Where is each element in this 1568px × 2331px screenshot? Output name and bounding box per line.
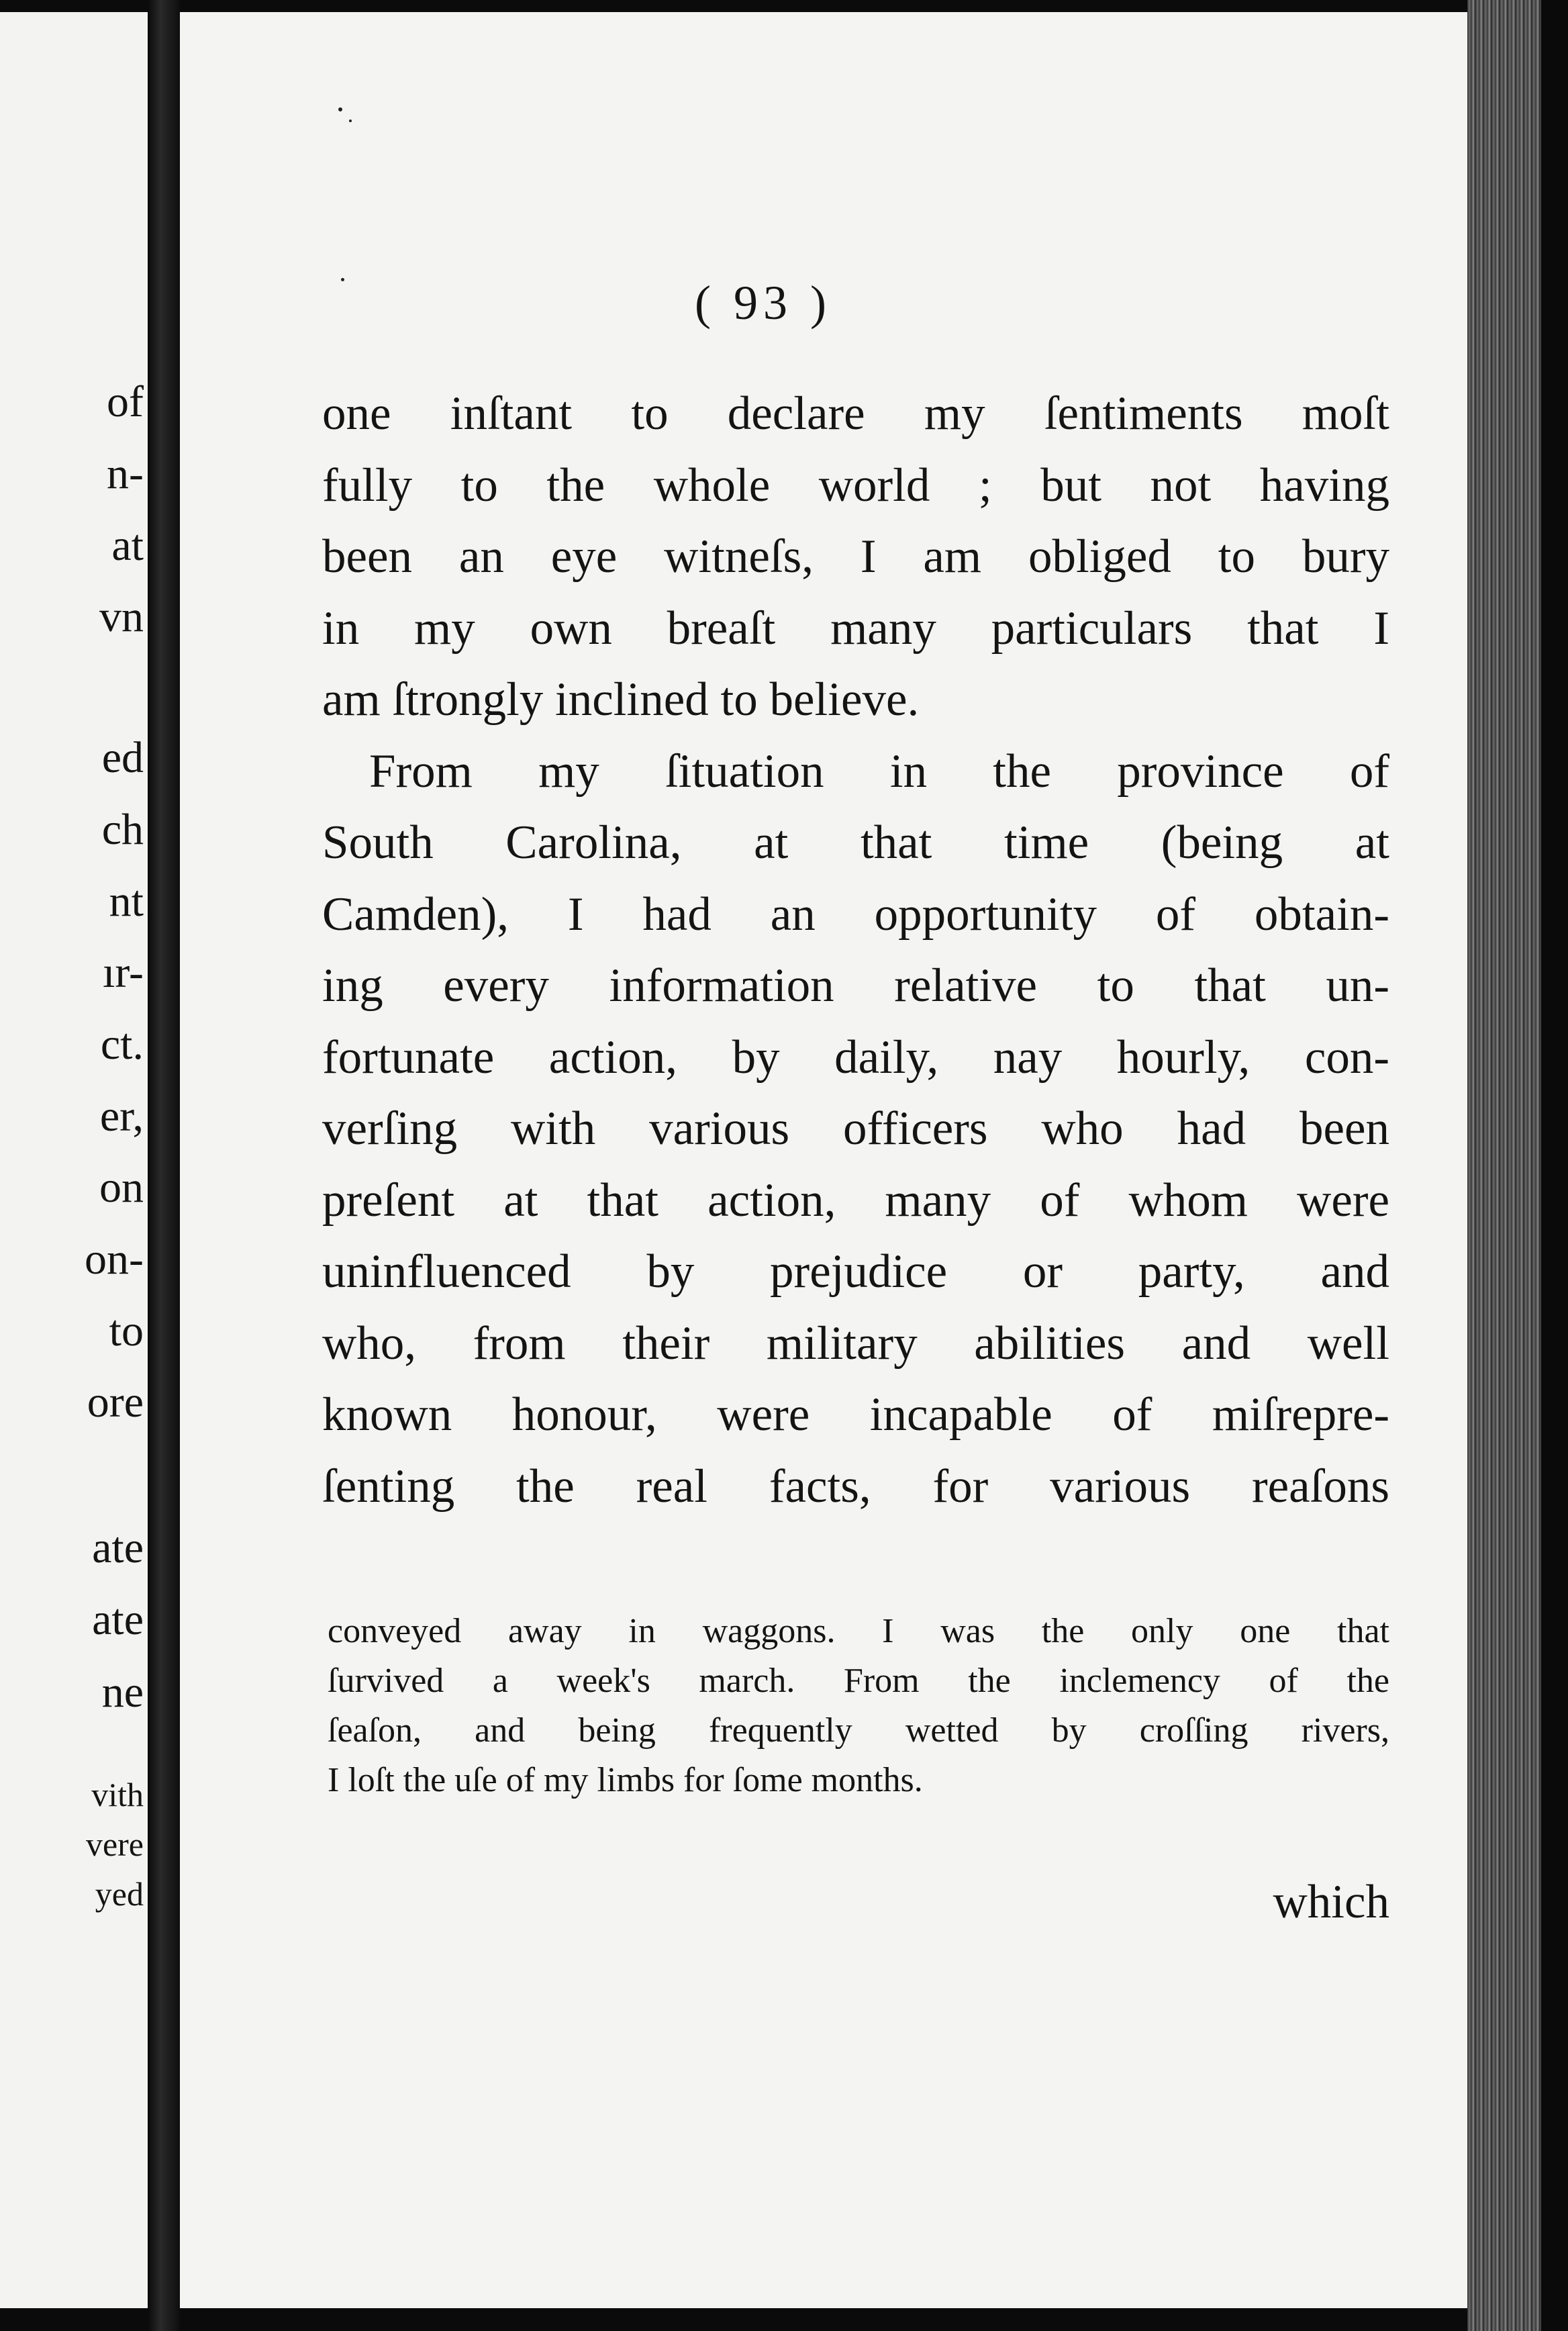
facing-page-fragment: on <box>99 1163 144 1212</box>
text-line: preſent at that action, many of whom were <box>322 1174 1389 1227</box>
text-line: am ſtrongly inclined to believe. <box>322 673 920 726</box>
text-line: in my own breaſt many particulars that I <box>322 602 1389 655</box>
facing-page-fragment: er, <box>99 1092 144 1141</box>
page-block-shadow <box>1541 0 1568 2331</box>
facing-page-fragment: ate <box>92 1523 144 1572</box>
page-block-edge <box>1467 0 1568 2331</box>
footnote-line: ſeaſon, and being frequently wetted by croſſing rivers, <box>328 1711 1389 1750</box>
body-text <box>322 378 1389 1522</box>
footnote-line: ſurvived a week's march. From the inclemency of the <box>328 1662 1389 1700</box>
main-page <box>180 12 1467 2308</box>
ink-speck <box>338 107 342 111</box>
book-gutter <box>148 0 180 2331</box>
text-line: fortunate action, by daily, nay hourly, con- <box>322 1031 1389 1084</box>
text-line: fully to the whole world ; but not having <box>322 459 1389 512</box>
text-line: been an eye witneſs, I am obliged to bury <box>322 530 1389 583</box>
text-line: ſenting the real facts, for various reaſons <box>322 1460 1389 1513</box>
text-line: one inſtant to declare my ſentiments moſt <box>322 387 1389 440</box>
facing-page-footnote-fragment: vith <box>91 1776 144 1813</box>
footnote <box>328 1607 1389 1805</box>
text-line: uninfluenced by prejudice or party, and <box>322 1245 1389 1298</box>
text-line: verſing with various officers who had been <box>322 1102 1389 1155</box>
footnote-line: I loſt the uſe of my limbs for ſome months. <box>328 1761 923 1799</box>
footnote-line: conveyed away in waggons. I was the only one that <box>328 1612 1389 1650</box>
facing-page-footnote-fragment: vere <box>85 1825 144 1863</box>
facing-page-fragment: n- <box>107 449 144 498</box>
facing-page-fragment: ore <box>87 1378 144 1427</box>
facing-page-fragment: ate <box>92 1595 144 1644</box>
text-line: who, from their military abilities and well <box>322 1317 1389 1370</box>
text-line: Camden), I had an opportunity of obtain- <box>322 888 1389 941</box>
facing-page-fragment: vn <box>99 592 144 641</box>
facing-page-fragment: ır- <box>103 948 144 997</box>
facing-page-left <box>0 12 149 2308</box>
facing-page-fragment: ch <box>101 805 144 854</box>
facing-page-fragment: to <box>109 1306 144 1355</box>
text-line: known honour, were incapable of miſrepre- <box>322 1388 1389 1441</box>
catchword: which <box>1273 1876 1389 1928</box>
facing-page-footnote-fragment: yed <box>95 1875 144 1913</box>
ink-speck <box>349 120 352 122</box>
facing-page-fragment: ed <box>101 733 144 782</box>
text-line: ing every information relative to that un- <box>322 959 1389 1012</box>
text-line: From my ſituation in the province of <box>369 745 1389 798</box>
facing-page-fragment: of <box>107 377 144 426</box>
facing-page-fragment: ct. <box>100 1020 144 1069</box>
facing-page-fragment: nt <box>109 877 144 926</box>
facing-page-fragment: ne <box>101 1668 144 1717</box>
page-number: ( 93 ) <box>695 276 832 330</box>
text-line: South Carolina, at that time (being at <box>322 816 1389 869</box>
facing-page-fragment: on- <box>85 1235 144 1284</box>
facing-page-fragment: at <box>111 521 144 570</box>
